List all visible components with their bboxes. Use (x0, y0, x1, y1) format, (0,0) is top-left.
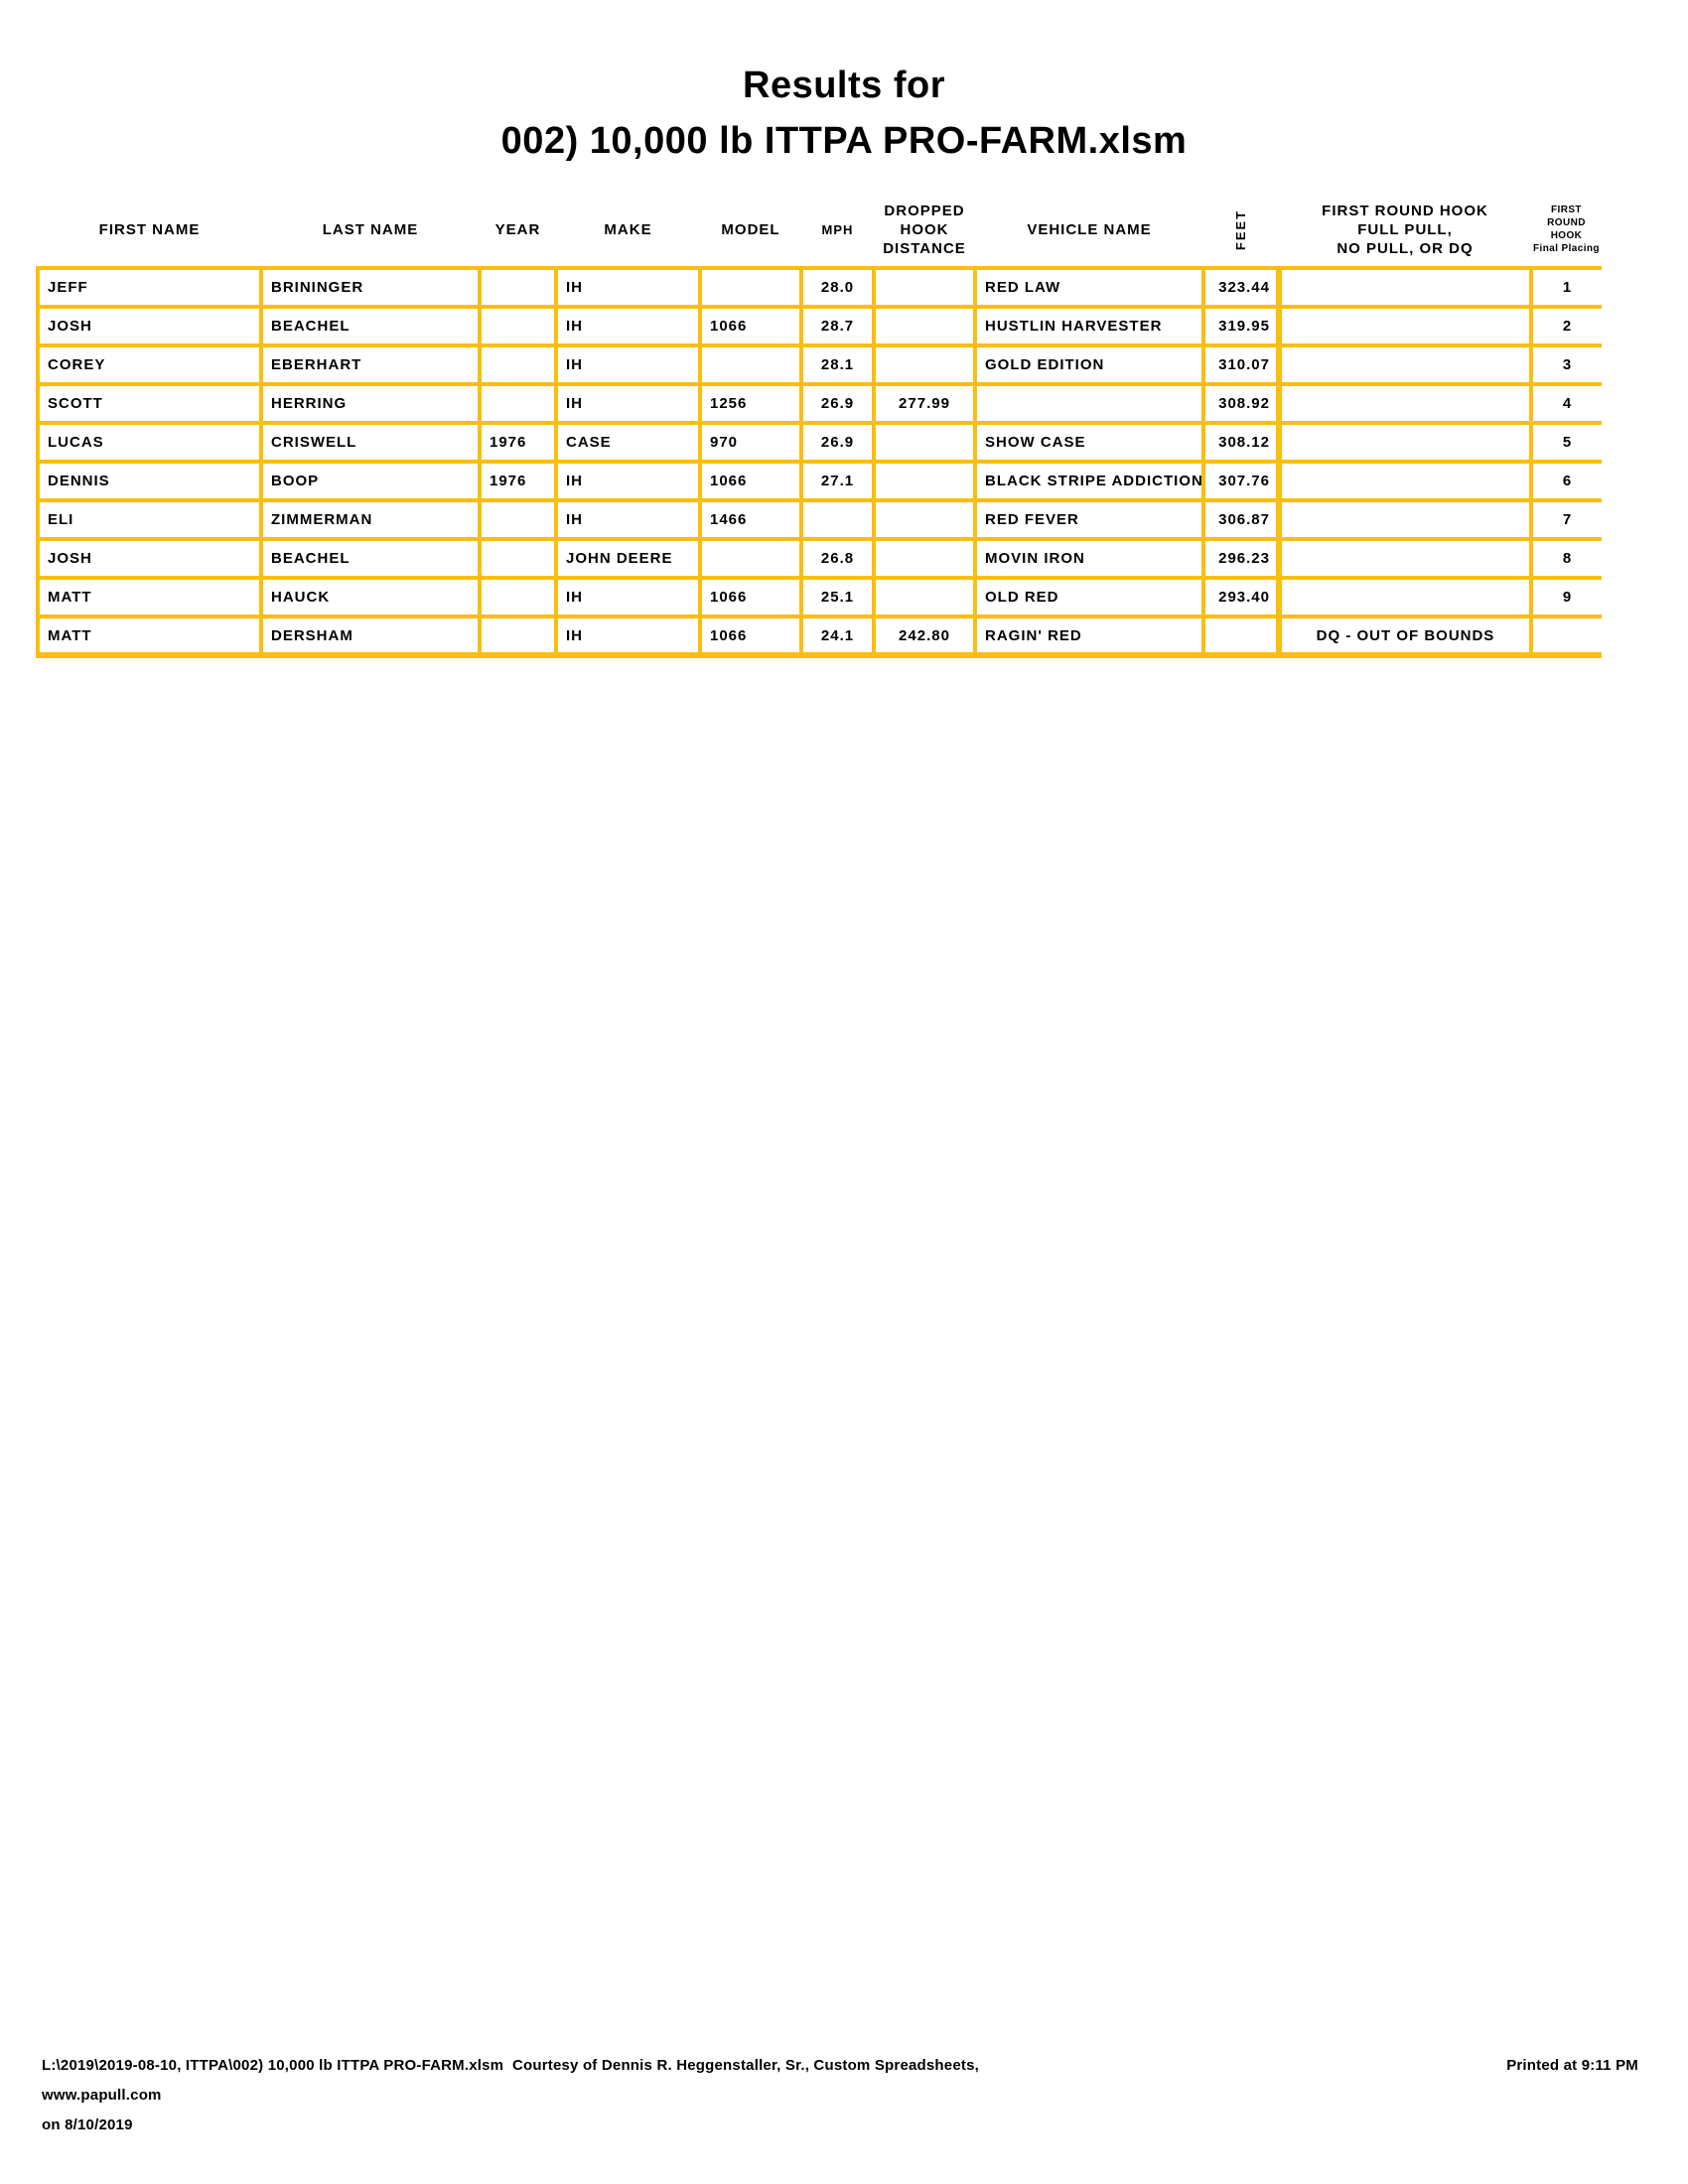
cell-last-name: EBERHART (261, 345, 480, 384)
table-row (38, 616, 1602, 655)
cell-vehicle-name: MOVIN IRON (975, 539, 1203, 578)
cell-first-name: MATT (38, 616, 261, 655)
cell-make: IH (556, 307, 700, 345)
col-header-first-round-placing (1531, 193, 1602, 268)
results-table (36, 193, 1602, 658)
cell-dropped-hook-distance (874, 307, 975, 345)
cell-vehicle-name: RED FEVER (975, 500, 1203, 539)
col-header-model: MODEL (721, 220, 780, 238)
col-header-make: MAKE (604, 220, 652, 238)
printed-at-label: Printed at 9:11 PM (1506, 2057, 1638, 2074)
mph-header-label: MPH (821, 221, 854, 237)
col-header-first-round-hook (1279, 193, 1531, 268)
cell-dropped-hook-distance (874, 500, 975, 539)
cell-placing: 9 (1531, 578, 1602, 616)
cell-dropped-hook-distance: 277.99 (874, 384, 975, 423)
cell-placing: 7 (1531, 500, 1602, 539)
cell-placing: 4 (1531, 384, 1602, 423)
cell-mph: 25.1 (801, 578, 874, 616)
cell-year (480, 539, 556, 578)
cell-dropped-hook-distance (874, 345, 975, 384)
cell-vehicle-name: HUSTLIN HARVESTER (975, 307, 1203, 345)
cell-first-name: JOSH (38, 539, 261, 578)
table-row (38, 500, 1602, 539)
cell-dropped-hook-distance: 242.80 (874, 616, 975, 655)
cell-feet: 307.76 (1203, 462, 1279, 500)
cell-dropped-hook-distance (874, 462, 975, 500)
col-header-last-name: LAST NAME (322, 220, 419, 238)
col-header-vehicle-name: VEHICLE NAME (1027, 220, 1152, 238)
cell-model: 1256 (700, 384, 801, 423)
cell-first-round-hook: DQ - OUT OF BOUNDS (1279, 616, 1531, 655)
cell-make: CASE (556, 423, 700, 462)
cell-placing: 2 (1531, 307, 1602, 345)
cell-first-round-hook (1279, 268, 1531, 307)
cell-first-name: LUCAS (38, 423, 261, 462)
hook-line-3: NO PULL, OR DQ (1336, 239, 1474, 257)
feet-rotated-label: FEET (1233, 208, 1249, 250)
cell-first-round-hook (1279, 384, 1531, 423)
cell-model: 1066 (700, 578, 801, 616)
cell-placing: 5 (1531, 423, 1602, 462)
cell-feet: 308.92 (1203, 384, 1279, 423)
cell-placing: 8 (1531, 539, 1602, 578)
placing-line-2: HOOK (1550, 230, 1583, 241)
col-header-dropped-hook-distance (874, 193, 975, 268)
cell-model: 970 (700, 423, 801, 462)
placing-line-1: FIRST ROUND (1547, 205, 1586, 228)
cell-first-round-hook (1279, 423, 1531, 462)
cell-last-name: BOOP (261, 462, 480, 500)
cell-dropped-hook-distance (874, 268, 975, 307)
table-row (38, 384, 1602, 423)
cell-last-name: BRININGER (261, 268, 480, 307)
hook-line-2: FULL PULL, (1357, 220, 1453, 238)
footer-path-line: L:\2019\2019-08-10, ITTPA\002) 10,000 lb ITTPA PRO-FARM.xlsm Courtesy of Dennis R. Heggenstaller, Sr., Custom Spreadsheets, www.papull.com (42, 2057, 979, 2104)
table-row (38, 578, 1602, 616)
cell-mph: 26.9 (801, 384, 874, 423)
col-header-first-name: FIRST NAME (98, 220, 201, 238)
cell-placing: 3 (1531, 345, 1602, 384)
cell-mph: 26.9 (801, 423, 874, 462)
cell-make: IH (556, 616, 700, 655)
dropped-hook-header-lines (874, 202, 975, 258)
cell-make: IH (556, 500, 700, 539)
cell-model (700, 539, 801, 578)
cell-feet: 296.23 (1203, 539, 1279, 578)
cell-make: IH (556, 462, 700, 500)
cell-vehicle-name: BLACK STRIPE ADDICTION (975, 462, 1203, 500)
cell-last-name: HERRING (261, 384, 480, 423)
title-line-2: 002) 10,000 lb ITTPA PRO-FARM.xlsm (500, 120, 1188, 162)
col-header-feet (1203, 193, 1279, 268)
cell-first-name: DENNIS (38, 462, 261, 500)
dropped-line-3: DISTANCE (883, 239, 966, 257)
cell-placing: 1 (1531, 268, 1602, 307)
cell-first-name: COREY (38, 345, 261, 384)
cell-vehicle-name: RED LAW (975, 268, 1203, 307)
cell-dropped-hook-distance (874, 539, 975, 578)
table-row (38, 345, 1602, 384)
cell-make: IH (556, 268, 700, 307)
table-row (38, 307, 1602, 345)
cell-mph: 27.1 (801, 462, 874, 500)
cell-year: 1976 (480, 423, 556, 462)
cell-year: 1976 (480, 462, 556, 500)
cell-first-name: JOSH (38, 307, 261, 345)
cell-year (480, 307, 556, 345)
cell-model: 1066 (700, 616, 801, 655)
cell-first-round-hook (1279, 345, 1531, 384)
cell-mph: 26.8 (801, 539, 874, 578)
cell-last-name: BEACHEL (261, 307, 480, 345)
cell-mph: 28.0 (801, 268, 874, 307)
title-line-1: Results for (743, 65, 945, 106)
cell-model (700, 345, 801, 384)
cell-first-name: MATT (38, 578, 261, 616)
cell-vehicle-name (975, 384, 1203, 423)
cell-vehicle-name: SHOW CASE (975, 423, 1203, 462)
footer-file-info (42, 2051, 1094, 2140)
cell-make: JOHN DEERE (556, 539, 700, 578)
cell-feet: 319.95 (1203, 307, 1279, 345)
cell-feet: 308.12 (1203, 423, 1279, 462)
cell-year (480, 616, 556, 655)
cell-year (480, 578, 556, 616)
cell-last-name: HAUCK (261, 578, 480, 616)
cell-feet: 310.07 (1203, 345, 1279, 384)
cell-last-name: DERSHAM (261, 616, 480, 655)
cell-vehicle-name: OLD RED (975, 578, 1203, 616)
cell-year (480, 500, 556, 539)
cell-first-name: SCOTT (38, 384, 261, 423)
cell-mph (801, 500, 874, 539)
cell-mph: 28.7 (801, 307, 874, 345)
cell-first-name: JEFF (38, 268, 261, 307)
cell-make: IH (556, 384, 700, 423)
cell-last-name: CRISWELL (261, 423, 480, 462)
cell-vehicle-name: RAGIN' RED (975, 616, 1203, 655)
cell-first-round-hook (1279, 578, 1531, 616)
cell-dropped-hook-distance (874, 423, 975, 462)
hook-line-1: FIRST ROUND HOOK (1322, 202, 1488, 219)
cell-mph: 24.1 (801, 616, 874, 655)
cell-placing: 6 (1531, 462, 1602, 500)
cell-first-round-hook (1279, 500, 1531, 539)
dropped-line-1: DROPPED (884, 202, 965, 219)
cell-feet: 323.44 (1203, 268, 1279, 307)
cell-make: IH (556, 345, 700, 384)
header-row (38, 193, 1602, 268)
table-row (38, 539, 1602, 578)
col-header-mph (801, 193, 874, 268)
cell-first-round-hook (1279, 462, 1531, 500)
cell-vehicle-name: GOLD EDITION (975, 345, 1203, 384)
cell-last-name: ZIMMERMAN (261, 500, 480, 539)
col-header-year: YEAR (494, 220, 541, 238)
cell-make: IH (556, 578, 700, 616)
cell-year (480, 345, 556, 384)
page-footer (42, 2051, 1638, 2140)
cell-year (480, 268, 556, 307)
cell-first-round-hook (1279, 539, 1531, 578)
cell-year (480, 384, 556, 423)
cell-first-round-hook (1279, 307, 1531, 345)
cell-feet (1203, 616, 1279, 655)
cell-feet: 293.40 (1203, 578, 1279, 616)
placing-line-3: Final Placing (1533, 243, 1600, 254)
cell-model: 1066 (700, 307, 801, 345)
cell-mph: 28.1 (801, 345, 874, 384)
cell-placing (1531, 616, 1602, 655)
dropped-line-2: HOOK (900, 220, 949, 238)
cell-first-name: ELI (38, 500, 261, 539)
cell-last-name: BEACHEL (261, 539, 480, 578)
page-title (0, 58, 1688, 169)
placing-header-lines (1531, 204, 1602, 255)
footer-date-line: on 8/10/2019 (42, 2116, 133, 2133)
table-row (38, 423, 1602, 462)
table-row (38, 462, 1602, 500)
cell-feet: 306.87 (1203, 500, 1279, 539)
cell-model (700, 268, 801, 307)
cell-dropped-hook-distance (874, 578, 975, 616)
cell-model: 1466 (700, 500, 801, 539)
first-round-hook-header-lines (1279, 202, 1531, 258)
table-row (38, 268, 1602, 307)
cell-model: 1066 (700, 462, 801, 500)
